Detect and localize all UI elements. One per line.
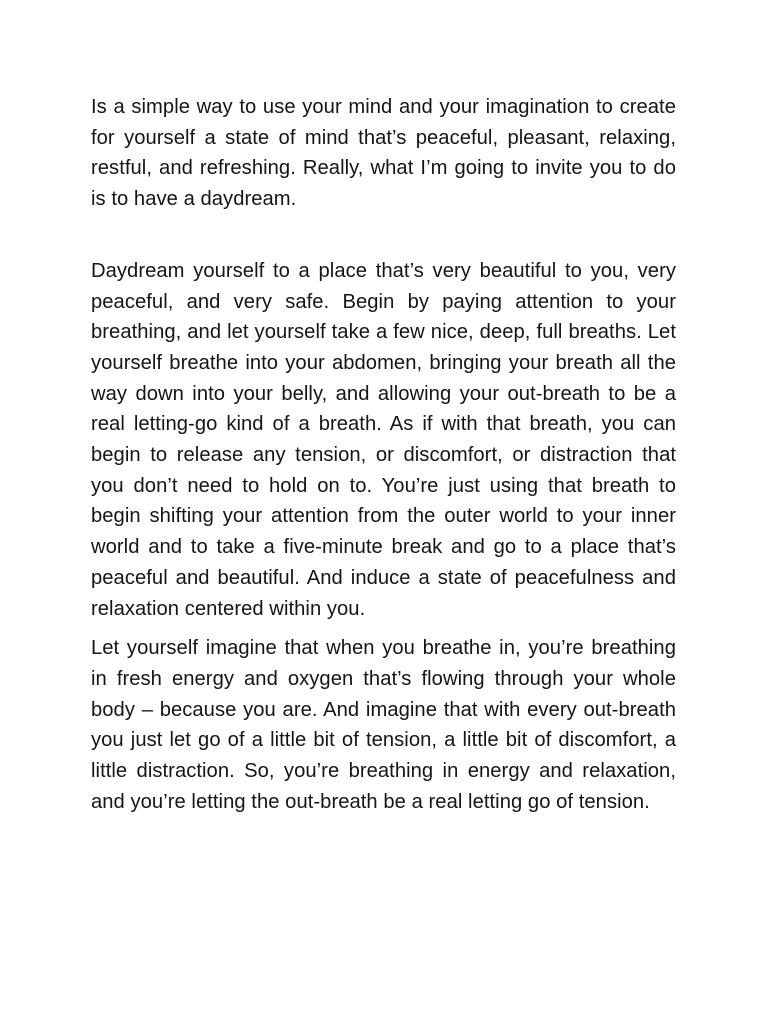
paragraph-intro: Is a simple way to use your mind and your imagination to create for yourself a state of mind that’s peaceful, pleasant, relaxing, restful, and refreshing. Really, what I’m going to invite you to do is to have a daydream. [91, 96, 676, 211]
body-text [91, 92, 676, 817]
paragraph-daydream: Daydream yourself to a place that’s very beautiful to you, very peaceful, and very safe. Begin by paying attention to your breathing, and let yourself take a few nice, deep, full breaths. Let yourself breathe into your abdomen, bringing your breath all the way down into your belly, and allowing your out-breath to be a real letting-go kind of a breath. As if with that breath, you can begin to release any tension, or discomfort, or distraction that you don’t need to hold on to. You’re just using that breath to begin shifting your attention from the outer world to your inner world and to take a five-minute break and go to a place that’s peaceful and beautiful. And induce a state of peacefulness and relaxation centered within you. [91, 259, 676, 620]
paragraph-breathing: Let yourself imagine that when you breathe in, you’re breathing in fresh energy and oxygen that’s flowing through your whole body – because you are. And imagine that with every out-breath you just let go of a little bit of tension, a little bit of discomfort, a little distraction. So, you’re breathing in energy and relaxation, and you’re letting the out-breath be a real letting go of tension. [91, 637, 676, 813]
